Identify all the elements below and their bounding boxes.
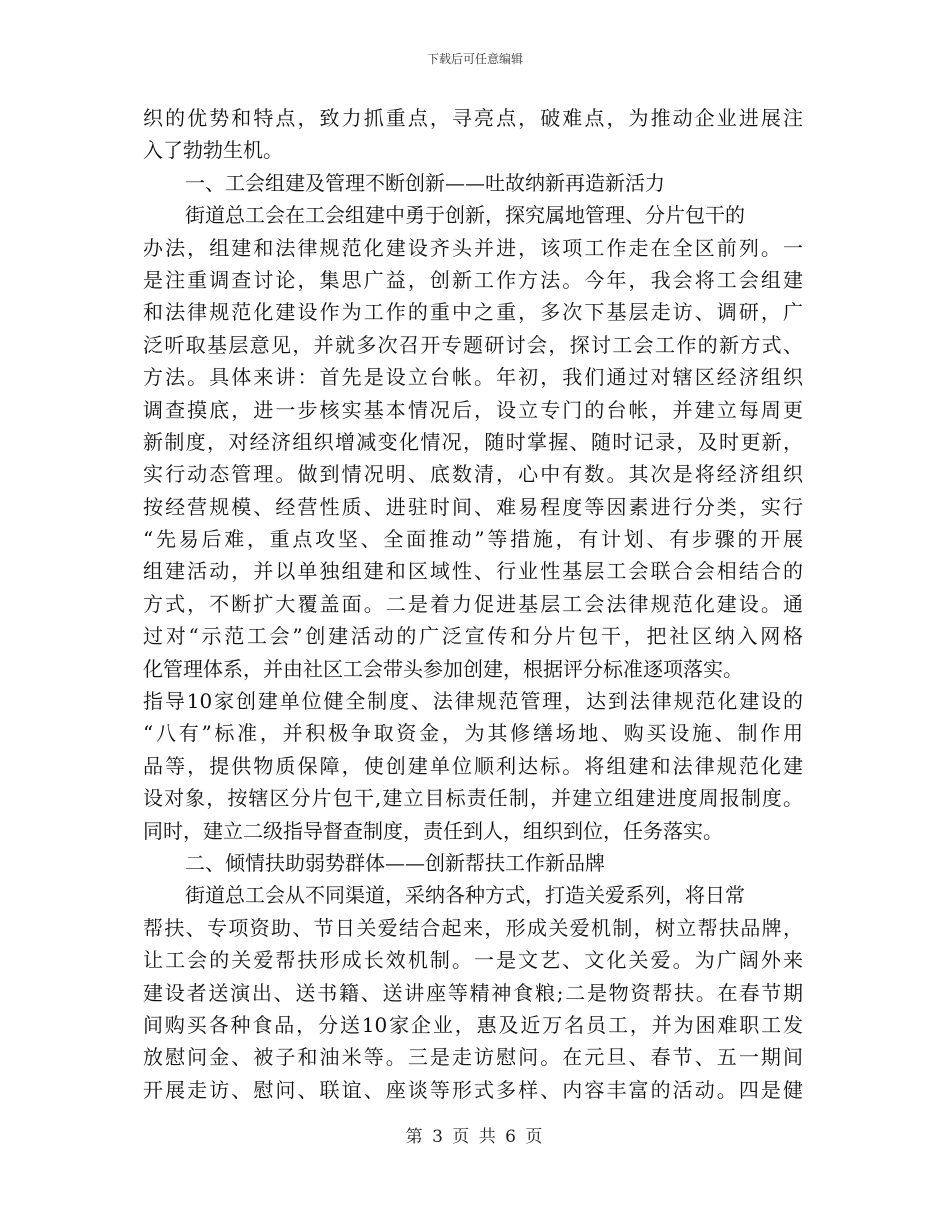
text-line: 入了勃勃生机。 [143,138,283,163]
text-line: 方法。具体来讲：首先是设立台帐。年初，我们通过对辖区经济组织 [143,365,803,390]
section-heading-2: 二、倾情扶助弱势群体——创新帮扶工作新品牌 [185,850,605,875]
text-line: 设对象，按辖区分片包干,建立目标责任制，并建立组建进度周报制度。 [143,786,803,811]
text-line: 化管理体系，并由社区工会带头参加创建，根据评分标准逐项落实。 [143,656,743,681]
text-line: 组建活动，并以单独组建和区域性、行业性基层工会联合会相结合的 [143,559,803,584]
text-line: 开展走访、慰问、联谊、座谈等形式多样、内容丰富的活动。四是健 [143,1077,803,1102]
text-line: 帮扶、专项资助、节日关爱结合起来，形成关爱机制，树立帮扶品牌， [143,915,803,940]
text-line: 实行动态管理。做到情况明、底数清，心中有数。其次是将经济组织 [143,462,803,487]
text-line: “八有”标准，并积极争取资金，为其修缮场地、购买设施、制作用 [143,721,803,746]
text-line: 办法，组建和法律规范化建设齐头并进，该项工作走在全区前列。一 [143,235,803,260]
text-line: 过对“示范工会”创建活动的广泛宣传和分片包干，把社区纳入网格 [143,624,803,649]
text-line: 调查摸底，进一步核实基本情况后，设立专门的台帐，并建立每周更 [143,397,803,422]
text-line: 是注重调查讨论，集思广益，创新工作方法。今年，我会将工会组建 [143,267,803,292]
text-line: 和法律规范化建设作为工作的重中之重，多次下基层走访、调研，广 [143,300,803,325]
text-line: 按经营规模、经营性质、进驻时间、难易程度等因素进行分类，实行 [143,494,803,519]
text-line: 指导10家创建单位健全制度、法律规范管理，达到法律规范化建设的 [143,689,803,714]
paragraph-start: 街道总工会从不同渠道，采纳各种方式，打造关爱系列，将日常 [185,883,745,908]
page-header: 下载后可任意编辑 [426,52,523,66]
text-line: 新制度，对经济组织增减变化情况，随时掌握、随时记录，及时更新， [143,429,803,454]
text-line: 间购买各种食品，分送10家企业，惠及近万名员工，并为困难职工发 [143,1012,803,1037]
text-line: “先易后难，重点攻坚、全面推动”等措施，有计划、有步骤的开展 [143,527,803,552]
text-line: 建设者送演出、送书籍、送讲座等精神食粮;二是物资帮扶。在春节期 [143,980,803,1005]
page-number-footer: 第 3 页 共 6 页 [405,1127,545,1147]
section-heading-1: 一、工会组建及管理不断创新——吐故纳新再造新活力 [185,170,665,195]
text-line: 放慰问金、被子和油米等。三是走访慰问。在元旦、春节、五一期间 [143,1045,803,1070]
text-line: 品等，提供物质保障，使创建单位顺利达标。将组建和法律规范化建 [143,753,803,778]
paragraph-start: 街道总工会在工会组建中勇于创新，探究属地管理、分片包干的 [185,203,745,228]
text-line: 让工会的关爱帮扶形成长效机制。一是文艺、文化关爱。为广阔外来 [143,948,803,973]
document-body [143,102,803,1106]
text-line: 同时，建立二级指导督查制度，责任到人，组织到位，任务落实。 [143,818,723,843]
text-line: 泛听取基层意见，并就多次召开专题研讨会，探讨工会工作的新方式、 [143,332,803,357]
text-line: 织的优势和特点，致力抓重点，寻亮点，破难点，为推动企业进展注 [143,106,803,130]
text-line: 方式，不断扩大覆盖面。二是着力促进基层工会法律规范化建设。通 [143,591,803,616]
